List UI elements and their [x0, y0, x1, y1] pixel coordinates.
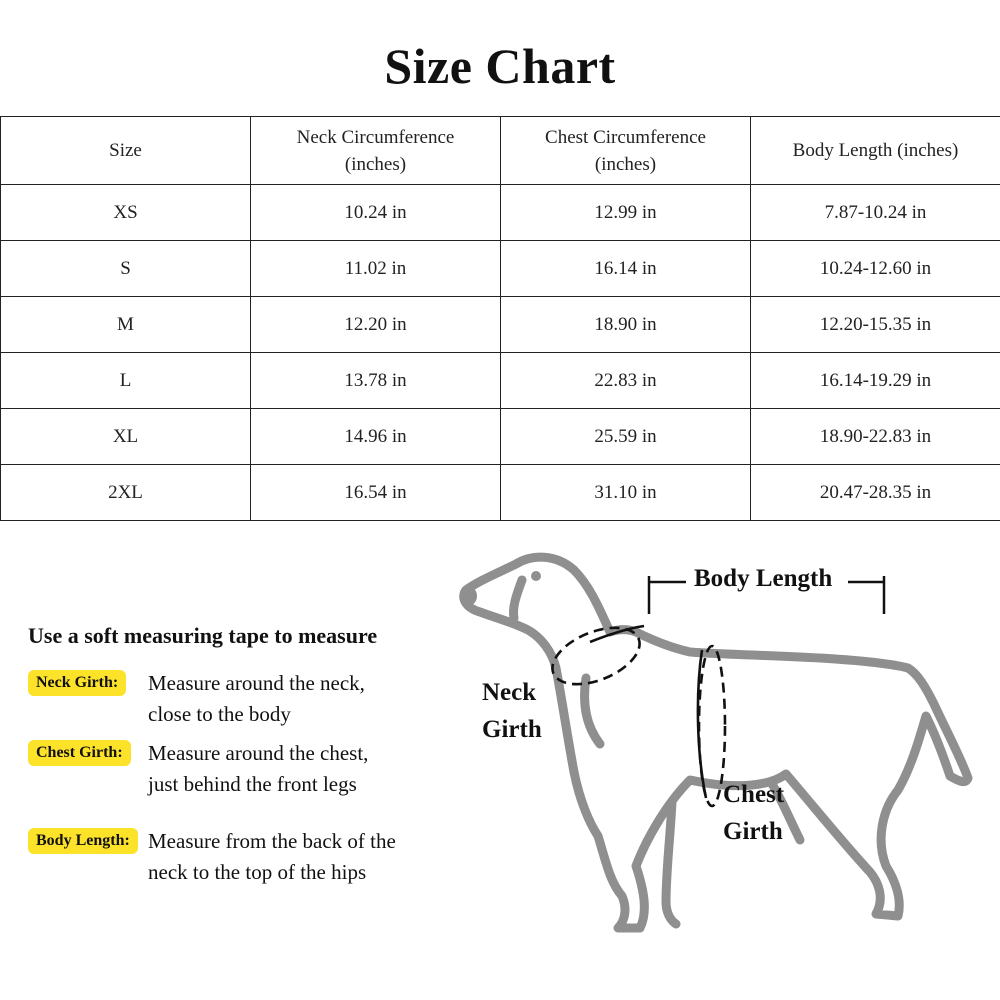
label-line: Neck [482, 679, 537, 706]
cell-length: 16.14-19.29 in [751, 353, 1000, 409]
cell-length: 10.24-12.60 in [751, 241, 1000, 297]
cell-size: 2XL [1, 465, 251, 521]
cell-neck: 11.02 in [251, 241, 501, 297]
body-length-badge: Body Length: [28, 828, 138, 854]
label-line: Chest [723, 781, 785, 808]
instruction-line: just behind the front legs [148, 772, 357, 796]
header-unit: (inches) [594, 153, 657, 175]
cell-neck: 14.96 in [251, 409, 501, 465]
size-table [0, 116, 1000, 521]
cell-chest: 25.59 in [501, 409, 751, 465]
table-row [1, 465, 1000, 521]
cell-size: L [1, 353, 251, 409]
header-chest-circumference [501, 117, 751, 185]
header-size [1, 117, 251, 185]
chest-girth-label [723, 776, 784, 850]
instruction-line: Measure from the back of the [148, 829, 396, 853]
cell-length: 12.20-15.35 in [751, 297, 1000, 353]
cell-neck: 16.54 in [251, 465, 501, 521]
table-row [1, 241, 1000, 297]
table-row [1, 297, 1000, 353]
body-length-label: Body Length [694, 565, 833, 592]
table-header-row [1, 117, 1000, 185]
table-row [1, 409, 1000, 465]
cell-chest: 12.99 in [501, 185, 751, 241]
instruction-chest-girth [28, 738, 458, 808]
cell-size: XL [1, 409, 251, 465]
chest-girth-badge: Chest Girth: [28, 740, 131, 766]
cell-size: XS [1, 185, 251, 241]
instructions-heading: Use a soft measuring tape to measure [28, 623, 378, 648]
label-line: Girth [723, 818, 783, 845]
instruction-line: Measure around the neck, [148, 671, 365, 695]
instruction-text [148, 668, 448, 730]
cell-chest: 22.83 in [501, 353, 751, 409]
cell-size: S [1, 241, 251, 297]
neck-girth-badge: Neck Girth: [28, 670, 126, 696]
table-row [1, 185, 1000, 241]
cell-neck: 12.20 in [251, 297, 501, 353]
instruction-line: close to the body [148, 702, 291, 726]
label-line: Girth [482, 716, 542, 743]
header-text: Body Length (inches) [792, 140, 959, 161]
cell-chest: 18.90 in [501, 297, 751, 353]
instruction-neck-girth [28, 668, 458, 738]
dog-measurement-figure [440, 540, 1000, 960]
header-neck-circumference [251, 117, 501, 185]
cell-length: 20.47-28.35 in [751, 465, 1000, 521]
cell-chest: 31.10 in [501, 465, 751, 521]
header-text: Size [109, 140, 142, 161]
cell-neck: 10.24 in [251, 185, 501, 241]
instruction-text [148, 826, 448, 888]
cell-neck: 13.78 in [251, 353, 501, 409]
header-text: Chest Circumference [545, 126, 706, 148]
cell-chest: 16.14 in [501, 241, 751, 297]
dog-outline-icon [440, 540, 1000, 960]
header-body-length [751, 117, 1000, 185]
cell-length: 18.90-22.83 in [751, 409, 1000, 465]
page-title: Size Chart [384, 38, 616, 94]
instruction-line: neck to the top of the hips [148, 860, 367, 884]
cell-length: 7.87-10.24 in [751, 185, 1000, 241]
table-row [1, 353, 1000, 409]
measuring-instructions [28, 618, 458, 896]
header-text: Neck Circumference [296, 126, 455, 148]
instruction-line: Measure around the chest, [148, 741, 369, 765]
header-unit: (inches) [344, 153, 407, 175]
instruction-body-length [28, 826, 458, 896]
neck-girth-label [482, 674, 542, 748]
cell-size: M [1, 297, 251, 353]
instruction-text [148, 738, 448, 800]
